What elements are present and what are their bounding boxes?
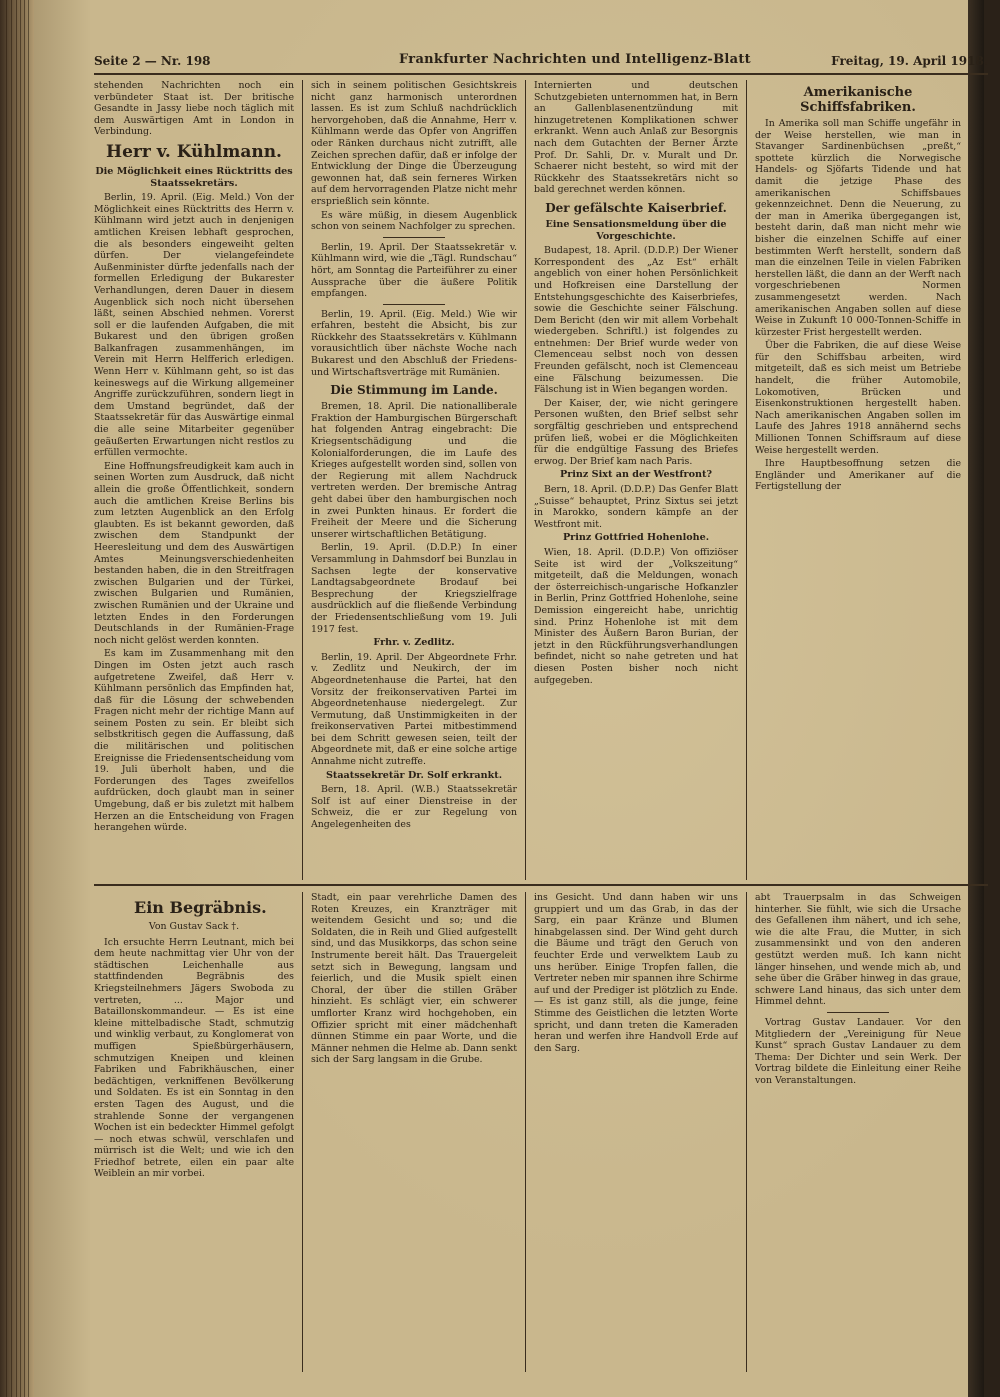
feuilleton-column-2 — [311, 892, 517, 1372]
column-rule — [746, 892, 747, 1372]
article-headline: Herr v. Kühlmann. — [106, 141, 282, 162]
article-headline: Der gefälschte Kaiserbrief. — [545, 200, 727, 215]
page-header — [94, 52, 988, 74]
feuilleton-column-4 — [755, 892, 961, 1372]
feuilleton-column-3 — [534, 892, 738, 1372]
article-paragraph: Der Kaiser, der, wie nicht geringere Personen wußten, den Brief selbst sehr sorgfältig geschrieben und entsprechend prüfen ließ, wobei er die Möglichkeiten für die endgültige Fassung des Briefes erwog. Der Brief kam nach Paris. — [534, 397, 738, 467]
article-paragraph: Ihre Hauptbesoffnung setzen die Engländer und Amerikaner auf die Fertigstellung der — [755, 458, 961, 493]
column-rule — [302, 892, 303, 1372]
feuilleton-rule — [94, 884, 988, 886]
header-rule — [94, 73, 988, 75]
separator — [827, 1012, 889, 1013]
article-headline: Prinz Sixt an der Westfront? — [559, 469, 712, 481]
article-paragraph: In Amerika soll man Schiffe ungefähr in der Weise herstellen, wie man in Stavanger Sardinenbüchsen „preßt,“ spottete kürzlich die Norwegische Handels- og Sjöfarts Tidende und hat damit die jetzige Phase des amerikanischen Schiffsbaues gekennzeichnet. Denn die Neuerung, zu der man in Amerika übergegangen ist, besteht darin, daß man nicht mehr wie bisher die einzelnen Schiffe auf einer bestimmten Werft herstellt, sondern daß man die einzelnen Teile in vielen Fabriken herstellen läßt, die dann an der Werft nach vorgeschriebenen Normen zusammengesetzt werden. Nach amerikanischen Angaben sollen auf diese Weise in Zukunft 10 000-Tonnen-Schiffe in kürzester Frist hergestellt werden. — [755, 118, 961, 338]
column-rule — [302, 80, 303, 880]
article-paragraph: Eine Hoffnungsfreudigkeit kam auch in seinen Worten zum Ausdruck, daß nicht allein die große Öffentlichkeit, sondern auch die amtlichen Kreise Berlins bis zum letzten Augenblick an den Erfolg glaubten. Es ist bekannt geworden, daß zwischen dem Standpunkt der Heeresleitung und dem des Auswärtigen Amtes Meinungsverschiedenheiten bestanden haben, die in den Streitfragen zwischen Bulgarien und der Türkei, zwischen Bulgarien und Rumänien, zwischen Rumänien und der Ukraine und letzten Endes in den Forderungen Deutschlands in der Rumänien-Frage noch nicht gelöst werden konnten. — [94, 460, 294, 646]
separator — [383, 237, 445, 238]
separator — [383, 304, 445, 305]
article-paragraph: Bremen, 18. April. Die nationalliberale Fraktion der Hamburgischen Bürgerschaft hat folgenden Antrag eingebracht: Die Kriegsentschädigung und die Kolonialforderungen, die im Laufe des Krieges aufgestellt worden sind, sollen von der Regierung mit allem Nachdruck vertreten werden. Der bremische Antrag geht dabei über den hamburgischen noch in zwei Punkten hinaus. Er fordert die Freiheit der Meere und die Sicherung unserer wirtschaftlichen Betätigung. — [311, 401, 517, 540]
article-paragraph: Es kam im Zusammenhang mit den Dingen im Osten jetzt auch rasch aufgetretene Zweifel, daß Herr v. Kühlmann persönlich das Empfinden hat, daß für die Lösung der schwebenden Fragen nicht mehr der richtige Mann auf seinem Posten zu sein. Er bleibt sich selbstkritisch gegen die Auffassung, daß die militärischen und politischen Ereignisse die Friedensentscheidung vom 19. Juli überholt haben, und die Forderungen des Tages zweifellos aufdrücken, doch glaubt man in seiner Umgebung, daß er bis zuletzt mit halbem Herzen an die Entscheidung von Fragen herangehen würde. — [94, 648, 294, 834]
article-paragraph: Berlin, 19. April. (D.D.P.) In einer Versammlung in Dahmsdorf bei Bunzlau in Sachsen legte der konservative Landtagsabgeordnete Brodauf bei Besprechung der Kriegszielfrage ausdrücklich auf die fließende Verbindung der Friedensentschließung vom 19. Juli 1917 fest. — [311, 542, 517, 635]
article-paragraph: Internierten und deutschen Schutzgebieten unternommen hat, in Bern an Gallenblasenentzündung mit hinzugetretenen Komplikationen schwer erkrankt. Wenn auch Anlaß zur Besorgnis nach dem Gutachten der Berner Ärzte Prof. Dr. Sahli, Dr. v. Muralt und Dr. Schaerer nicht besteht, so wird mit der Rückkehr des Staatssekretärs nicht so bald gerechnet werden können. — [534, 80, 738, 196]
article-headline: Staatssekretär Dr. Solf erkrankt. — [325, 769, 503, 781]
newspaper-page — [34, 0, 988, 1397]
feuilleton-paragraph: Stadt, ein paar verehrliche Damen des Roten Kreuzes, ein Kranzträger mit weitendem Gesicht und so; und die Soldaten, die in Reih und Glied aufgestellt sind, und das Musikkorps, das schon seine Instrumente bereit hält. Das Trauergeleit setzt sich in Bewegung, langsam und feierlich, und die Musik spielt einen Choral, der über die stillen Gräber hinzieht. Es schlägt vier, ein schwerer umflorter Kranz wird hochgehoben, ein Offizier spricht mit einer mädchenhaft dünnen Stimme ein paar Worte, und die Männer nehmen die Helme ab. Dann senkt sich der Sarg langsam in die Grube. — [311, 892, 517, 1066]
article-paragraph: Berlin, 19. April. Der Staatssekretär v. Kühlmann wird, wie die „Tägl. Rundschau“ hört, am Sonntag die Parteiführer zu einer Aussprache über die äußere Politik empfangen. — [311, 241, 517, 300]
issue-date: Freitag, 19. April 1918. — [831, 54, 988, 68]
column-rule — [525, 892, 526, 1372]
column-1 — [94, 80, 294, 880]
article-continuation: stehenden Nachrichten noch ein verbündeter Staat ist. Der britische Gesandte in Jassy liebe noch täglich mit dem Auswärtigen Amt in London in Verbindung. — [94, 80, 294, 138]
feuilleton-byline: Von Gustav Sack †. — [148, 921, 240, 932]
article-headline: Amerikanische Schiffsfabriken. — [800, 85, 916, 115]
feuilleton-paragraph: Ich ersuchte Herrn Leutnant, mich bei dem heute nachmittag vier Uhr von der städtischen Leichenhalle aus stattfindenden Begräbnis des Kriegsteilnehmers Jägers Swoboda zu vertreten, ... Major und Bataillonskommandeur. — Es ist eine kleine mittelbadische Stadt, schmutzig und winklig verbaut, zu Konglomerat von muffigen Spießbürgerhäusern, schmutzigen Kneipen und kleinen Fabriken und Fabrikhäuschen, einer bedächtigen, verkniffenen Bevölkerung und Soldaten. Es ist ein Sonntag in den ersten Tagen des August, und die strahlende Sonne der vergangenen Wochen ist ein bedeckter Himmel gefolgt — noch etwas schwül, verschlafen und mürrisch ist die Welt; und wie ich den Friedhof betrete, eilen ein paar alte Weiblein an mir vorbei. — [94, 936, 294, 1180]
article-headline: Prinz Gottfried Hohenlohe. — [562, 532, 710, 544]
article-paragraph: Berlin, 19. April. (Eig. Meld.) Von der Möglichkeit eines Rücktritts des Herrn v. Kühlmann wird jetzt auch in denjenigen amtlichen Kreisen lebhaft gesprochen, die als besonders eingeweiht gelten dürfen. Der vielangefeindete Außenminister dürfte jedenfalls nach der formellen Erledigung der Bukarester Verhandlungen, deren Dauer in diesem Augenblick sich noch nicht übersehen läßt, seinen Abschied nehmen. Vorerst soll er die laufenden Aufgaben, die mit Bukarest und den übrigen großen Balkanfragen zusammenhängen, im Verein mit Herrn Helfferich erledigen. Wenn Herr v. Kühlmann geht, so ist das keineswegs auf die Wirkung allgemeiner Angriffe zurückzuführen, sondern liegt in dem Umstand begründet, daß der Staatssekretär für das Auswärtige einmal die alle seine Mitarbeiter gegenüber geäußerten Erwartungen nicht restlos zu erfüllen vermochte. — [94, 192, 294, 459]
article-paragraph: Über die Fabriken, die auf diese Weise für den Schiffsbau arbeiten, wird mitgeteilt, daß es sich meist um Betriebe handelt, die früher Automobile, Lokomotiven, Brücken und Eisenkonstruktionen hergestellt haben. Nach amerikanischen Angaben sollen im Laufe des Jahres 1918 annähernd sechs Millionen Tonnen Schiffsraum auf diese Weise hergestellt werden. — [755, 340, 961, 456]
column-4 — [755, 80, 961, 880]
book-binding — [0, 0, 34, 1397]
feuilleton-paragraph: abt Trauerpsalm in das Schweigen hinterher. Sie fühlt, wie sich die Ursache des Gefallenen ihm nähert, und ich sehe, wie die alte Frau, die Mutter, in sich zusammensinkt und von den anderen gestützt werden muß. Ich kann nicht länger hinsehen, und wende mich ab, und sehe über die Gräber hinweg in das graue, schwere Land hinaus, das sich unter dem Himmel dehnt. — [755, 892, 961, 1008]
column-3 — [534, 80, 738, 880]
article-paragraph: Berlin, 19. April. Der Abgeordnete Frhr. v. Zedlitz und Neukirch, der im Abgeordnetenhause die Partei, hat den Vorsitz der freikonservativen Partei im Abgeordnetenhause niedergelegt. Zur Vermutung, daß Unstimmigkeiten in der freikonservativen Partei mitbestimmend bei dem Schritt gewesen seien, teilt der Abgeordnete mit, daß er eine solche artige Annahme nicht zutreffe. — [311, 651, 517, 768]
article-paragraph: Budapest, 18. April. (D.D.P.) Der Wiener Korrespondent des „Az Est“ erhält angeblich von einer hohen Persönlichkeit und Hofkreisen eine Darstellung der Entstehungsgeschichte des Kaiserbriefes, sowie die Geschichte seiner Fälschung. Dem Bericht (den wir mit allem Vorbehalt wiedergeben. Schriftl.) ist folgendes zu entnehmen: Der Brief wurde weder von Clemenceau selbst noch von dessen Freunden gefälscht, noch ist Clemenceau eine Fälschung beizumessen. Die Fälschung ist in Wien begangen worden. — [534, 245, 738, 396]
column-rule — [525, 80, 526, 880]
article-paragraph: Berlin, 19. April. (Eig. Meld.) Wie wir erfahren, besteht die Absicht, bis zur Rückkehr des Staatssekretärs v. Kühlmann vorausichtlich über nächste Woche nach Bukarest und den Abschluß der Friedens- und Wirtschaftsverträge mit Rumänien. — [311, 308, 517, 378]
article-subheadline: Die Möglichkeit eines Rücktritts des Staatssekretärs. — [95, 165, 293, 189]
article-subheadline: Eine Sensationsmeldung über die Vorgeschichte. — [545, 218, 727, 242]
feuilleton-headline: Ein Begräbnis. — [134, 898, 267, 917]
article-paragraph: Vortrag Gustav Landauer. Vor den Mitgliedern der „Vereinigung für Neue Kunst“ sprach Gustav Landauer zu dem Thema: Der Dichter und sein Werk. Der Vortrag bildete die Einleitung einer Reihe von Veranstaltungen. — [755, 1016, 961, 1086]
article-paragraph: Bern, 18. April. (W.B.) Staatssekretär Solf ist auf einer Dienstreise in der Schweiz, die er zur Regelung von Angelegenheiten des — [311, 784, 517, 831]
article-paragraph: Wien, 18. April. (D.D.P.) Von offiziöser Seite ist wird der „Volkszeitung“ mitgeteilt, daß die Meldungen, wonach der österreichisch-ungarische Hofkanzler in Berlin, Prinz Gottfried Hohenlohe, seine Demission eingereicht habe, unrichtig sind. Prinz Hohenlohe ist mit dem Minister des Äußern Baron Burian, der jetzt in den Rückführungsverhandlungen befindet, nicht so nahe getreten und hat diesen Posten bisher noch nicht aufgegeben. — [534, 546, 738, 686]
page-edge-shadow — [968, 0, 984, 1397]
page-number: Seite 2 — Nr. 198 — [94, 54, 211, 68]
column-2 — [311, 80, 517, 880]
article-paragraph: Bern, 18. April. (D.D.P.) Das Genfer Blatt „Suisse“ behauptet, Prinz Sixtus sei jetzt in Marokko, sondern kämpfe an der Westfront mit. — [534, 484, 738, 530]
column-rule — [746, 80, 747, 880]
article-paragraph: sich in seinem politischen Gesichtskreis nicht ganz harmonisch unterordnen lassen. Es ist zum Schluß nachdrücklich hervorgehoben, daß die Annahme, Herr v. Kühlmann werde das Opfer von Angriffen oder Ränken durchaus nicht zutrifft, alle Zeichen sprechen dafür, daß er infolge der Entwicklung der Dinge die Überzeugung gewonnen hat, daß sein ferneres Wirken auf dem hervorragenden Platze nicht mehr ersprießlich sein könnte. — [311, 80, 517, 207]
article-headline: Frhr. v. Zedlitz. — [373, 637, 455, 649]
feuilleton-paragraph: ins Gesicht. Und dann haben wir uns gruppiert und um das Grab, in das der Sarg, ein paar Kränze und Blumen hinabgelassen sind. Der Wind geht durch die Bäume und trägt den Geruch von feuchter Erde und verwelktem Laub zu uns herüber. Einige Tropfen fallen, die Vertreter neben mir spannen ihre Schirme auf und der Prediger ist plötzlich zu Ende. — Es ist ganz still, als die junge, feine Stimme des Geistlichen die letzten Worte spricht, und dann treten die Kameraden heran und werfen ihre Handvoll Erde auf den Sarg. — [534, 892, 738, 1054]
article-paragraph: Es wäre müßig, in diesem Augenblick schon von seinem Nachfolger zu sprechen. — [311, 209, 517, 233]
article-headline: Die Stimmung im Lande. — [330, 383, 498, 398]
feuilleton-column-1 — [94, 892, 294, 1372]
masthead-title: Frankfurter Nachrichten und Intelligenz-Blatt — [399, 52, 751, 67]
